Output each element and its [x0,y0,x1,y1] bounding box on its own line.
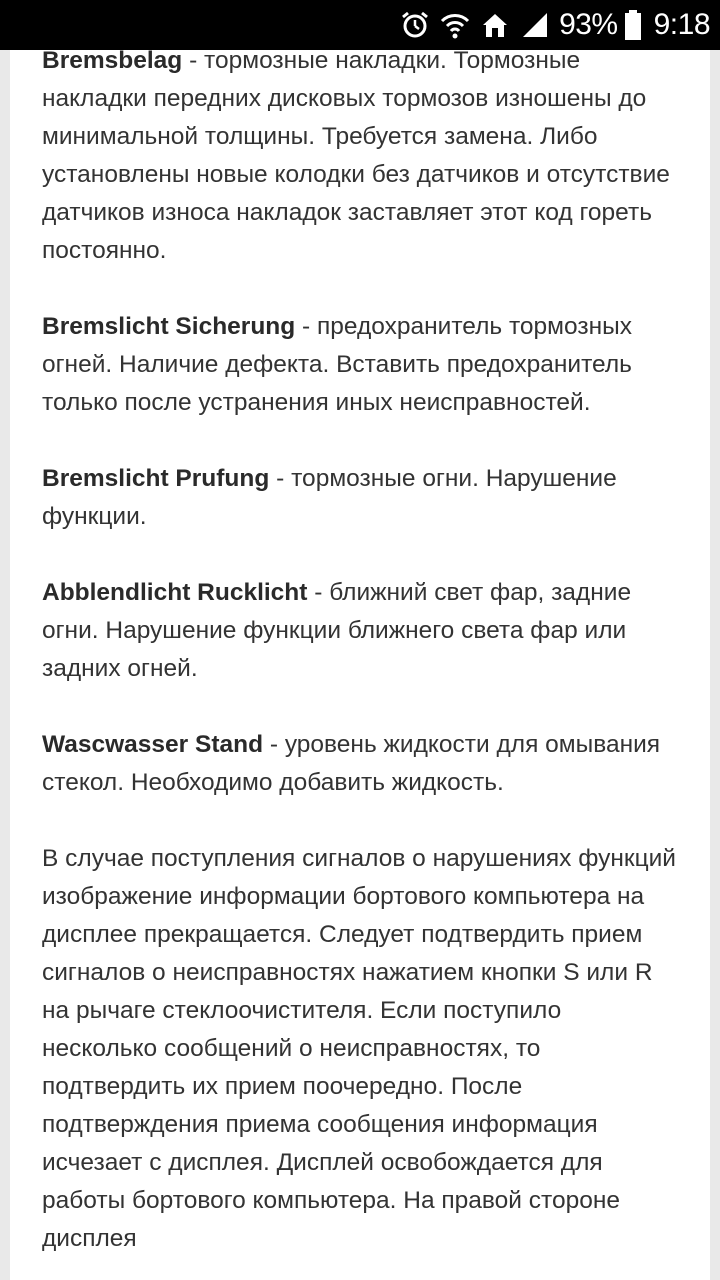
clock: 9:18 [653,8,710,41]
status-bar [0,0,720,50]
home-icon [479,9,511,41]
battery-icon [624,9,642,41]
paragraph-wascwasser-stand [42,726,682,802]
term-description: - предохранитель тормозных огней. Наличие дефекта. Вставить предохранитель только после устранения иных неисправностей. [42,313,632,416]
paragraph-abblendlicht-rucklicht [42,574,682,688]
term-description: - уровень жидкости для омывания стекол. Необходимо добавить жидкость. [42,731,661,796]
paragraph-bremslicht-prufung [42,460,682,536]
paragraph-bremslicht-sicherung [42,308,682,422]
term-label: Bremslicht Prufung [42,465,270,492]
term-label: Bremslicht Sicherung [42,313,296,340]
battery-percent: 93% [559,8,618,41]
wifi-icon [439,9,471,41]
term-description: - ближний свет фар, задние огни. Нарушение функции ближнего света фар или задних огней. [42,579,632,682]
article-page[interactable] [10,50,710,1280]
term-label: Bremsbelag [42,50,183,74]
term-label: Abblendlicht Rucklicht [42,579,308,606]
paragraph-text: В случае поступления сигналов о нарушениях функций изображение информации бортового компьютера на дисплее прекращается. Следует подтвердить прием сигналов о неисправностях нажатием кнопки S или R на рычаге стеклоочистителя. Если поступило несколько сообщений о неисправностях, то подтвердить их прием поочередно. После подтверждения приема сообщения информация исчезает с дисплея. Дисплей освобождается для работы бортового компьютера. На правой стороне дисплея [42,845,676,1252]
article-content [42,50,682,1280]
term-label: Wascwasser Stand [42,731,264,758]
status-icons [399,0,710,50]
term-description: - тормозные огни. Нарушение функции. [42,465,617,530]
alarm-clock-icon [399,9,431,41]
paragraph-error-signals [42,840,682,1258]
cell-signal-icon [519,9,551,41]
paragraph-bremsbelag [42,50,682,270]
term-description: - тормозные накладки. Тормозные накладки передних дисковых тормозов изношены до минимальной толщины. Требуется замена. Либо установлены новые колодки без датчиков и отсутствие датчиков износа накладок заставляет этот код гореть постоянно. [42,50,670,264]
